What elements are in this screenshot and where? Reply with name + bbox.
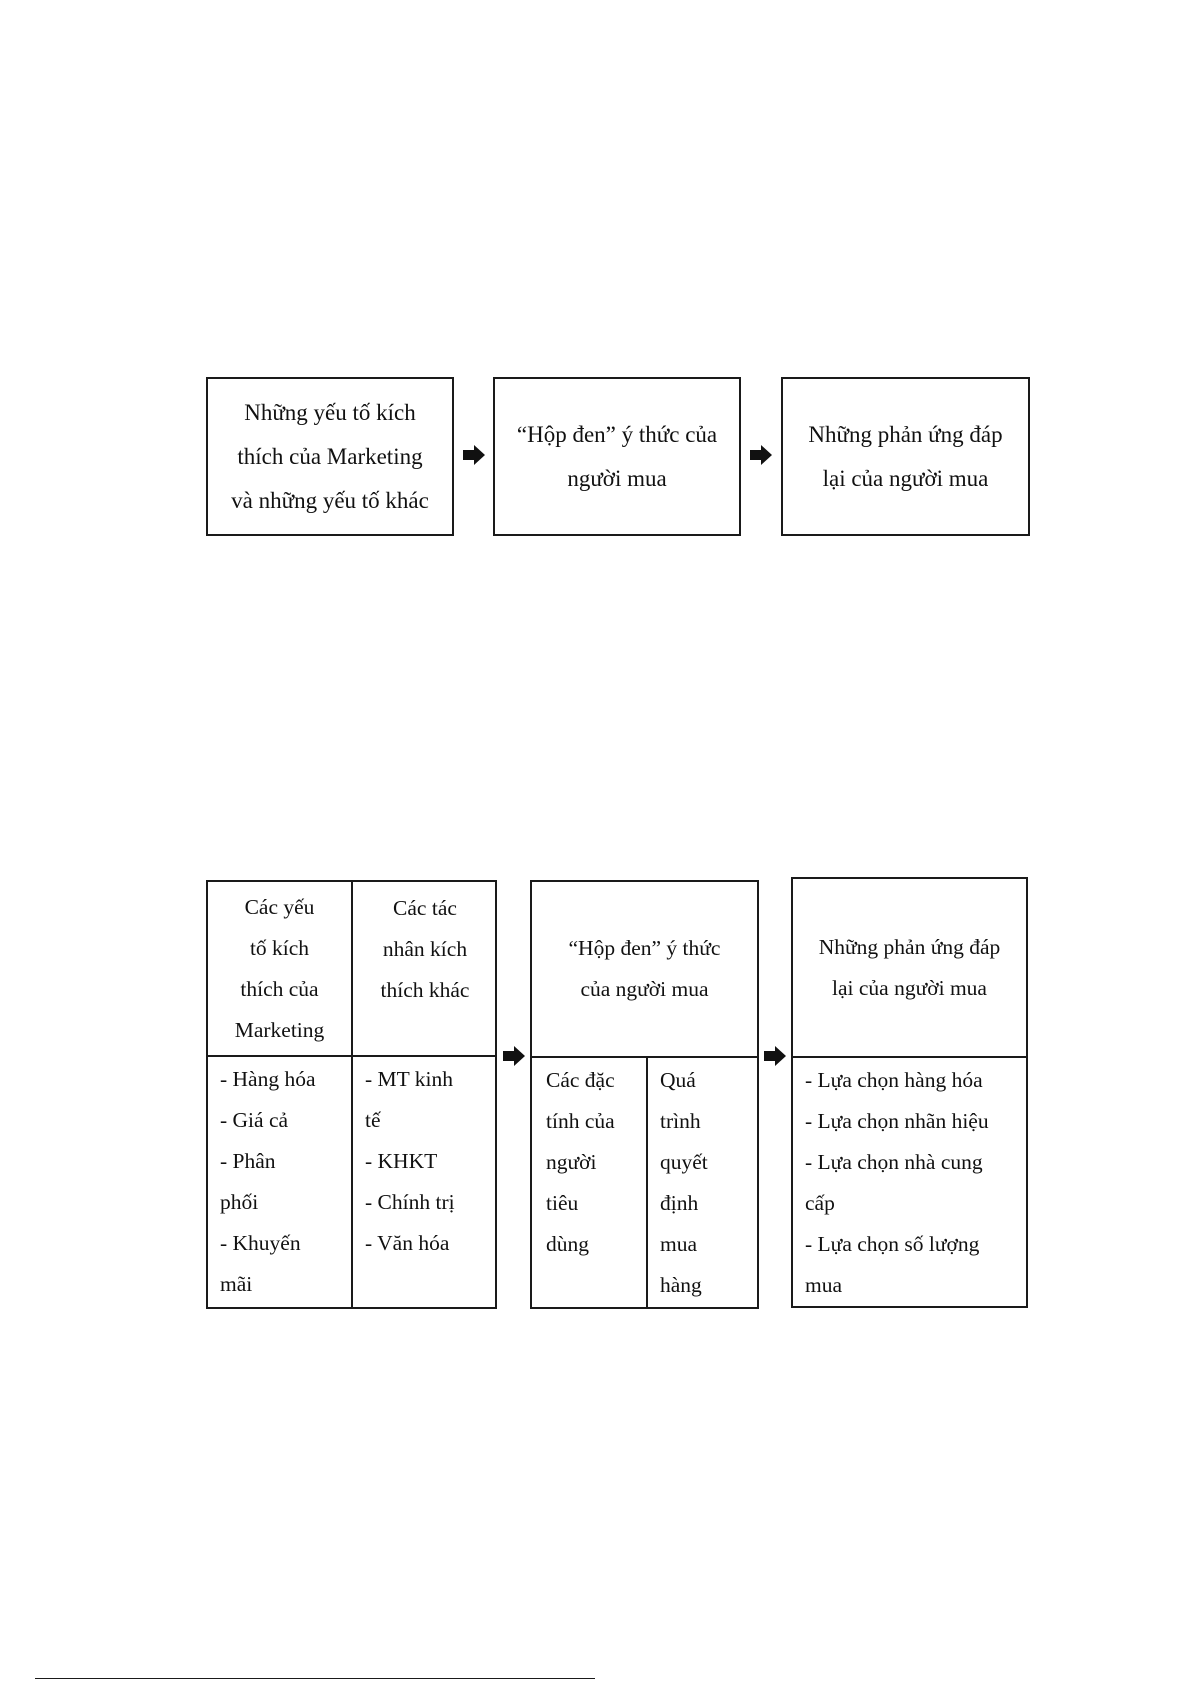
- d2-blackbox-consumer-traits: Các đặc tính của người tiêu dùng: [546, 1068, 615, 1256]
- list-item: - Chính trị: [365, 1190, 455, 1214]
- d2-stimuli-col1-header: Các yếu tố kích thích của Marketing: [234, 894, 325, 1042]
- d1-arrow-1-icon: [463, 445, 485, 465]
- list-item: - Lựa chọn nhà cung: [805, 1150, 983, 1174]
- d2-stimuli-divider-h: [208, 1055, 495, 1057]
- list-item: - Văn hóa: [365, 1231, 450, 1255]
- d1-blackbox-text: “Hộp đen” ý thức của người mua: [516, 421, 718, 491]
- d2-stimuli-col1-list: [220, 1059, 348, 1305]
- d2-responses-table: [791, 877, 1028, 1308]
- list-item: - MT kinh: [365, 1067, 453, 1091]
- list-item: - Khuyến: [220, 1231, 301, 1255]
- list-item: tế: [365, 1108, 381, 1132]
- d2-stimuli-table: [206, 880, 497, 1309]
- d2-arrow-2-icon: [764, 1046, 786, 1066]
- list-item: phối: [220, 1190, 259, 1214]
- d1-arrow-2-icon: [750, 445, 772, 465]
- d2-responses-list: [805, 1060, 1027, 1306]
- list-item: - Phân: [220, 1149, 276, 1173]
- d2-responses-divider-h: [793, 1056, 1026, 1058]
- list-item: - Lựa chọn nhãn hiệu: [805, 1109, 989, 1133]
- d1-stimuli-box: [206, 377, 454, 536]
- d2-stimuli-col2-header: Các tác nhân kích thích khác: [380, 896, 470, 1002]
- list-item: - Lựa chọn hàng hóa: [805, 1068, 983, 1092]
- list-item: cấp: [805, 1191, 835, 1215]
- d1-responses-text: Những phản ứng đáp lại của người mua: [808, 421, 1003, 491]
- list-item: mãi: [220, 1272, 253, 1296]
- list-item: - Hàng hóa: [220, 1067, 316, 1091]
- list-item: mua: [805, 1273, 843, 1297]
- d2-blackbox-header: “Hộp đen” ý thức của người mua: [568, 936, 721, 1001]
- d1-stimuli-text: Những yếu tố kích thích của Marketing và những yếu tố khác: [231, 399, 429, 513]
- d2-responses-header: Những phản ứng đáp lại của người mua: [818, 934, 1001, 1000]
- footnote-rule: [35, 1678, 595, 1679]
- d2-blackbox-divider-h: [532, 1056, 757, 1058]
- list-item: - KHKT: [365, 1149, 438, 1173]
- d2-blackbox-table: [530, 880, 759, 1309]
- d2-arrow-1-icon: [503, 1046, 525, 1066]
- d2-blackbox-divider-v: [646, 1056, 648, 1307]
- d2-blackbox-decision-process: Quá trình quyết định mua hàng: [660, 1068, 708, 1297]
- d1-blackbox-box: [493, 377, 741, 536]
- list-item: - Lựa chọn số lượng: [805, 1232, 980, 1256]
- d1-responses-box: [781, 377, 1030, 536]
- list-item: - Giá cả: [220, 1108, 289, 1132]
- d2-stimuli-col2-list: [365, 1059, 495, 1264]
